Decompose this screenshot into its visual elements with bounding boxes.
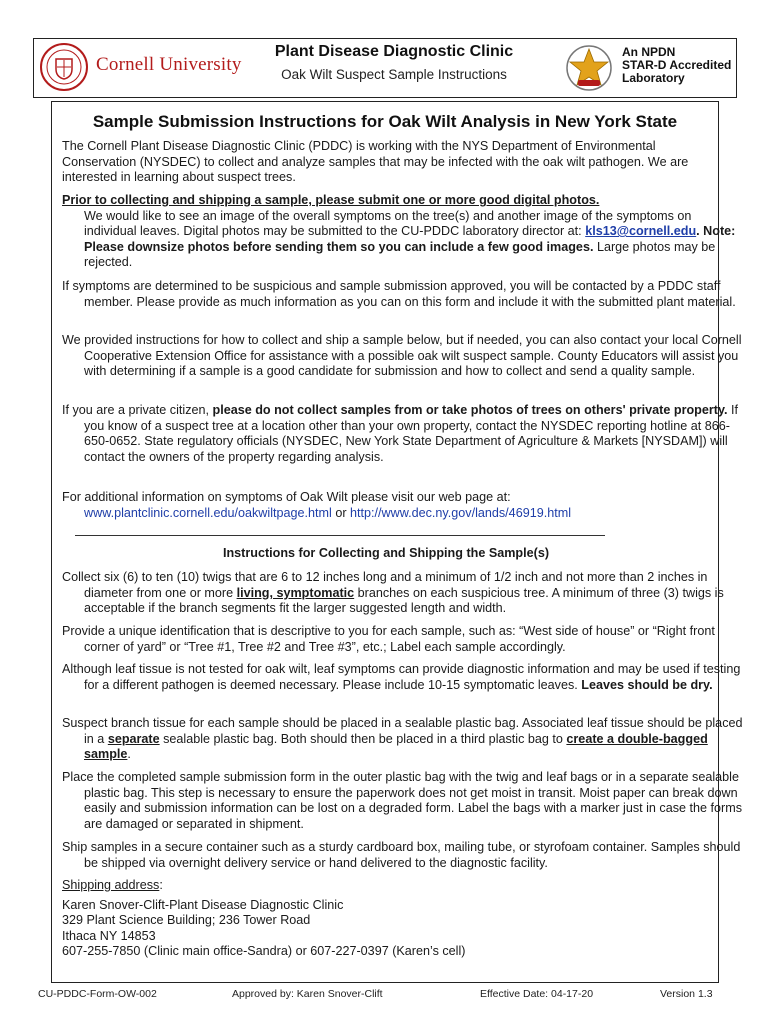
private-citizen-paragraph [62,403,744,465]
photos-heading: Prior to collecting and shipping a sample, please submit one or more good digital photos. [62,193,600,207]
cornell-seal-icon [39,42,89,92]
intro-paragraph: The Cornell Plant Disease Diagnostic Clinic (PDDC) is working with the NYS Department of Environmental Conservation (NYSDEC) to collect and analyze samples that may be infected with the oak wilt pathogen. We are interested in learning about suspect trees. [62,139,689,185]
address-line: Ithaca NY 14853 [62,928,156,943]
form-subtitle: Oak Wilt Suspect Sample Instructions [281,67,507,82]
document-header [33,38,737,98]
accreditation-line: An NPDN [622,45,676,59]
university-name: Cornell University [96,54,242,75]
identify-paragraph: Provide a unique identification that is descriptive to you for each sample, such as: “West side of house” or “Right front corner of yard” or “Tree #1, Tree #2 and Tree #3”, etc.; Label each sample accordingly. [62,624,715,654]
shipping-label: Shipping address: [62,878,163,892]
bagging-text-3: . [127,747,131,762]
suspicious-paragraph: If symptoms are determined to be suspicious and sample submission approved, you will be contacted by a PDDC staff member. Please provide as much information as you can on this form and include it with the submitted plant material. [62,279,736,309]
photos-paragraph [62,193,744,271]
collect-paragraph [62,570,744,617]
oak-wilt-page-link[interactable]: www.plantclinic.cornell.edu/oakwiltpage.html [84,505,332,520]
more-info-paragraph [62,490,722,521]
footer-effective-date: Effective Date: 04-17-20 [480,988,594,1000]
leaf-paragraph [62,662,744,693]
collect-text: Collect six (6) to ten (10) twigs that are 6 to 12 inches long and a minimum of 1/2 inch and not more than 2 inches in diameter from one or more [62,570,708,600]
footer-approved-by: Approved by: Karen Snover-Clift [232,988,383,1000]
photos-text: We would like to see an image of the overall symptoms on the tree(s) and another image of the symptoms on individual leaves. Digital photos may be submitted to the CU-PDDC laboratory director at: [84,208,692,239]
bagging-emphasis: separate [107,731,160,746]
bagging-emphasis-2: create a double-bagged sample [84,731,708,762]
document-title: Sample Submission Instructions for Oak Wilt Analysis in New York State [92,112,678,131]
private-text-2: If you know of a suspect tree at a location other than your own property, contact the NYSDEC reporting hotline at 866-650-0652. State regulatory officials (NYSDEC, New York State Department of Agriculture & Markets [NYSDAM]) will contact the owners of the property regarding analysis. [84,403,739,464]
director-email-link[interactable]: kls13@cornell.edu [585,224,697,239]
private-warning: please do not collect samples from or take photos of trees on others' private property. [212,403,728,417]
link-separator: or [335,505,347,520]
address-line: Karen Snover-Clift-Plant Disease Diagnostic Clinic [62,897,344,912]
phone-line: 607-255-7850 (Clinic main office-Sandra) or 607-227-0397 (Karen’s cell) [62,944,466,959]
section-divider [75,535,605,536]
footer-form-id: CU-PDDC-Form-OW-002 [38,988,157,1000]
clinic-title: Plant Disease Diagnostic Clinic [274,43,514,60]
bagging-text-2: sealable plastic bag. Both should then be placed in a third plastic bag to [159,731,567,746]
bagging-paragraph [62,716,744,763]
shipping-note-paragraph: Ship samples in a secure container such as a sturdy cardboard box, mailing tube, or styrofoam container. Samples should be shipped via overnight delivery service or hand delivered to the diagnostic facility. [62,840,741,870]
accreditation-text [622,46,731,85]
address-line: 329 Plant Science Building; 236 Tower Road [62,913,311,928]
dec-page-link[interactable]: http://www.dec.ny.gov/lands/46919.html [350,505,571,520]
star-d-badge-icon [564,43,614,93]
header-titles [249,43,539,82]
accreditation-line: STAR-D Accredited [622,58,732,72]
form-placement-paragraph: Place the completed sample submission form in the outer plastic bag with the twig and leaf bags or in a separate sealable plastic bag. This step is necessary to ensure the paperwork does not get moist in transit. Moist paper can break down easily and submission information can be lost on a degraded form. Label the bags with a marker just in case the forms are damaged or separated in shipment. [62,770,743,831]
footer-version: Version 1.3 [660,988,713,1000]
collect-text-2: branches on each suspicious tree. A minimum of three (3) twigs is acceptable if the branch segments fit the larger suggested length and width. [84,585,724,616]
bagging-text: Suspect branch tissue for each sample should be placed in a sealable plastic bag. Associated leaf tissue should be placed in a [62,716,743,746]
leaf-text: Although leaf tissue is not tested for oak wilt, leaf symptoms can provide diagnostic information and may be used if testing for a different pathogen is deemed necessary. Please include 10-15 symptomatic leaves. [62,662,741,692]
collect-emphasis: living, symptomatic [236,585,355,600]
extension-paragraph: We provided instructions for how to collect and ship a sample below, but if needed, you can also contact your local Cornell Cooperative Extension Office for assistance with a possible oak wilt suspect sample. County Educators will assist you with determining if a sample is a good candidate for submission and how to collect and send a quality sample. [62,333,742,379]
photos-warning: Large photos may be rejected. [84,239,716,270]
more-info-text: For additional information on symptoms of Oak Wilt please visit our web page at: [62,490,511,504]
shipping-address-block [62,878,722,960]
leaf-dry-note: Leaves should be dry. [581,677,713,692]
accreditation-line: Laboratory [622,71,685,85]
photos-note: . Note: Please downsize photos before sending them so you can include a few good images. [84,224,736,254]
section-title: Instructions for Collecting and Shipping the Sample(s) [222,546,550,560]
private-text: If you are a private citizen, [62,403,213,417]
instructions-body [51,101,743,983]
